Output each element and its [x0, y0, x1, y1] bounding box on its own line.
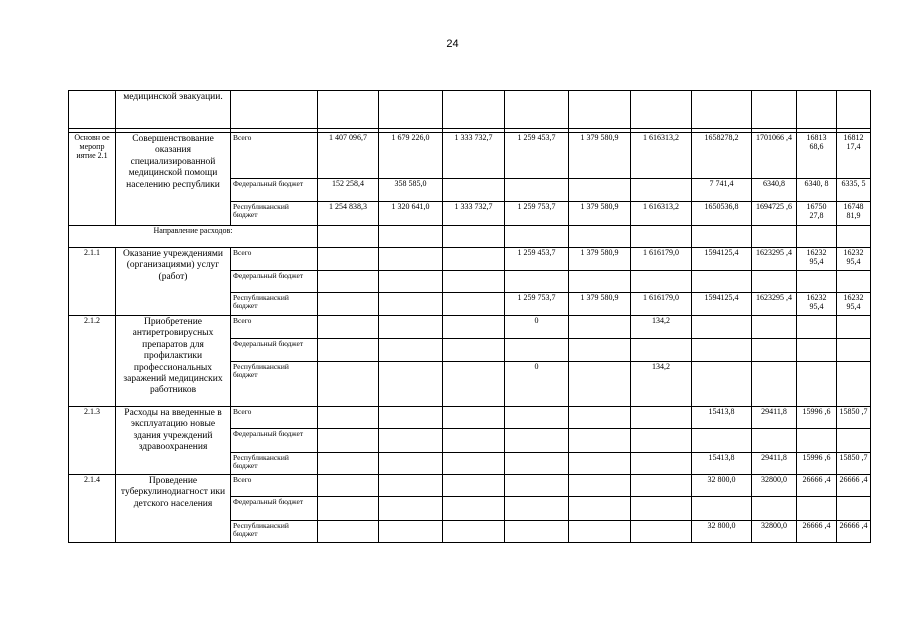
funding-source: Всего [231, 133, 318, 179]
value-cell: 1 679 226,0 [379, 133, 443, 179]
value-cell: 1623295 ,4 [752, 248, 797, 271]
value-cell: 6340, 8 [797, 179, 837, 202]
value-cell [379, 271, 443, 293]
value-cell [443, 248, 505, 271]
funding-source: Всего [231, 316, 318, 339]
value-cell [752, 339, 797, 362]
value-cell: 1 616313,2 [631, 202, 692, 226]
value-cell [631, 271, 692, 293]
value-cell [505, 475, 569, 497]
empty-cell [797, 91, 837, 129]
measure-name: Оказание учреждениями (организациями) услуг (работ) [116, 248, 231, 316]
value-cell [569, 179, 631, 202]
page-number: 24 [446, 38, 459, 50]
funding-source: Республиканский бюджет [231, 293, 318, 316]
value-cell: 1 254 838,3 [318, 202, 379, 226]
value-cell [379, 475, 443, 497]
value-cell [318, 339, 379, 362]
value-cell: 1 407 096,7 [318, 133, 379, 179]
funding-source: Федеральный бюджет [231, 179, 318, 202]
value-cell [569, 316, 631, 339]
value-cell [752, 429, 797, 453]
empty-cell [318, 91, 379, 129]
value-cell [752, 316, 797, 339]
value-cell: 16750 27,8 [797, 202, 837, 226]
value-cell: 6340,8 [752, 179, 797, 202]
value-cell [569, 497, 631, 521]
value-cell: 16232 95,4 [797, 293, 837, 316]
value-cell [692, 316, 752, 339]
value-cell [752, 497, 797, 521]
empty-cell [379, 91, 443, 129]
empty-cell [231, 91, 318, 129]
empty-cell [443, 226, 505, 248]
value-cell [379, 429, 443, 453]
table-row [69, 226, 871, 248]
value-cell [797, 316, 837, 339]
empty-cell [692, 226, 752, 248]
empty-cell [837, 91, 871, 129]
empty-cell [505, 226, 569, 248]
table-row [69, 91, 871, 129]
value-cell [692, 271, 752, 293]
value-cell [318, 497, 379, 521]
value-cell [631, 475, 692, 497]
measure-code: Основн ое меропр иятие 2.1 [69, 133, 116, 226]
empty-cell [569, 91, 631, 129]
value-cell: 1 259 453,7 [505, 133, 569, 179]
funding-source: Всего [231, 407, 318, 429]
value-cell: 1 379 580,9 [569, 202, 631, 226]
empty-cell [569, 226, 631, 248]
value-cell [797, 362, 837, 407]
value-cell [631, 453, 692, 475]
value-cell [318, 429, 379, 453]
empty-cell [692, 91, 752, 129]
value-cell [797, 497, 837, 521]
value-cell: 358 585,0 [379, 179, 443, 202]
value-cell: 26666 ,4 [797, 521, 837, 543]
value-cell [837, 362, 871, 407]
value-cell [837, 316, 871, 339]
value-cell [318, 521, 379, 543]
value-cell: 1 616179,0 [631, 293, 692, 316]
value-cell: 26666 ,4 [797, 475, 837, 497]
value-cell [797, 429, 837, 453]
value-cell: 0 [505, 362, 569, 407]
funding-source: Федеральный бюджет [231, 339, 318, 362]
value-cell [443, 475, 505, 497]
value-cell [443, 271, 505, 293]
measure-code: 2.1.3 [69, 407, 116, 475]
value-cell: 16232 95,4 [797, 248, 837, 271]
value-cell [631, 339, 692, 362]
value-cell: 15996 ,6 [797, 407, 837, 429]
value-cell [837, 429, 871, 453]
value-cell [379, 362, 443, 407]
value-cell [443, 429, 505, 453]
table-row [69, 475, 871, 497]
value-cell: 1594125,4 [692, 248, 752, 271]
value-cell [379, 407, 443, 429]
funding-source: Федеральный бюджет [231, 429, 318, 453]
value-cell [318, 316, 379, 339]
value-cell: 1650536,8 [692, 202, 752, 226]
value-cell: 16232 95,4 [837, 248, 871, 271]
measure-code: 2.1.1 [69, 248, 116, 316]
code-cell [69, 91, 116, 129]
value-cell [379, 339, 443, 362]
value-cell [379, 248, 443, 271]
value-cell [505, 271, 569, 293]
value-cell [752, 271, 797, 293]
value-cell: 1 379 580,9 [569, 293, 631, 316]
value-cell [631, 407, 692, 429]
value-cell: 32800,0 [752, 475, 797, 497]
value-cell [318, 271, 379, 293]
value-cell: 15850 ,7 [837, 453, 871, 475]
value-cell [443, 521, 505, 543]
funding-source: Всего [231, 475, 318, 497]
funding-source: Всего [231, 248, 318, 271]
value-cell [379, 497, 443, 521]
value-cell: 32 800,0 [692, 521, 752, 543]
empty-cell [631, 91, 692, 129]
value-cell [379, 293, 443, 316]
empty-cell [318, 226, 379, 248]
value-cell [443, 453, 505, 475]
measure-code: 2.1.2 [69, 316, 116, 407]
value-cell [379, 316, 443, 339]
value-cell [505, 453, 569, 475]
value-cell: 15413,8 [692, 407, 752, 429]
value-cell: 1 259 753,7 [505, 202, 569, 226]
table-row [69, 316, 871, 339]
value-cell [318, 248, 379, 271]
value-cell [569, 453, 631, 475]
value-cell [797, 339, 837, 362]
value-cell: 15850 ,7 [837, 407, 871, 429]
value-cell [752, 362, 797, 407]
value-cell: 1701066 ,4 [752, 133, 797, 179]
value-cell [569, 407, 631, 429]
table-row [69, 407, 871, 429]
value-cell [837, 497, 871, 521]
value-cell [379, 521, 443, 543]
value-cell: 7 741,4 [692, 179, 752, 202]
measure-name: Проведение туберкулинодиагност ики детского населения [116, 475, 231, 543]
value-cell: 1623295 ,4 [752, 293, 797, 316]
empty-cell [752, 91, 797, 129]
value-cell [443, 362, 505, 407]
value-cell: 1 616179,0 [631, 248, 692, 271]
value-cell [318, 407, 379, 429]
value-cell: 134,2 [631, 316, 692, 339]
value-cell: 26666 ,4 [837, 521, 871, 543]
value-cell [505, 407, 569, 429]
value-cell [569, 271, 631, 293]
value-cell: 29411,8 [752, 407, 797, 429]
value-cell [318, 293, 379, 316]
funding-source: Республиканский бюджет [231, 453, 318, 475]
section-label: Направление расходов: [69, 226, 318, 248]
empty-cell [837, 226, 871, 248]
measure-name: медицинской эвакуации. [116, 91, 231, 129]
value-cell: 1 320 641,0 [379, 202, 443, 226]
value-cell [443, 179, 505, 202]
value-cell: 1 379 580,9 [569, 133, 631, 179]
value-cell [569, 362, 631, 407]
value-cell [569, 339, 631, 362]
value-cell [631, 429, 692, 453]
empty-cell [797, 226, 837, 248]
value-cell: 1 616313,2 [631, 133, 692, 179]
empty-cell [379, 226, 443, 248]
value-cell [692, 339, 752, 362]
value-cell: 29411,8 [752, 453, 797, 475]
value-cell: 1 379 580,9 [569, 248, 631, 271]
value-cell [379, 453, 443, 475]
funding-source: Федеральный бюджет [231, 497, 318, 521]
value-cell [569, 429, 631, 453]
value-cell [692, 429, 752, 453]
value-cell: 16812 17,4 [837, 133, 871, 179]
measure-name: Приобретение антиретровирусных препаратов для профилактики профессиональных заражений медицинских работников [116, 316, 231, 407]
value-cell [505, 521, 569, 543]
empty-cell [505, 91, 569, 129]
funding-source: Республиканский бюджет [231, 521, 318, 543]
value-cell [443, 316, 505, 339]
value-cell [505, 497, 569, 521]
value-cell [631, 497, 692, 521]
value-cell: 152 258,4 [318, 179, 379, 202]
value-cell: 1 333 732,7 [443, 202, 505, 226]
value-cell: 134,2 [631, 362, 692, 407]
measure-code: 2.1.4 [69, 475, 116, 543]
value-cell [318, 453, 379, 475]
value-cell [443, 339, 505, 362]
value-cell: 16813 68,6 [797, 133, 837, 179]
value-cell [505, 429, 569, 453]
value-cell [318, 475, 379, 497]
empty-cell [631, 226, 692, 248]
value-cell: 15996 ,6 [797, 453, 837, 475]
measure-name: Совершенствование оказания специализированной медицинской помощи населению республики [116, 133, 231, 226]
table-row [69, 248, 871, 271]
value-cell: 26666 ,4 [837, 475, 871, 497]
value-cell [318, 362, 379, 407]
value-cell [569, 475, 631, 497]
value-cell [797, 271, 837, 293]
value-cell: 1 259 753,7 [505, 293, 569, 316]
value-cell [692, 497, 752, 521]
value-cell: 32800,0 [752, 521, 797, 543]
value-cell: 0 [505, 316, 569, 339]
value-cell: 32 800,0 [692, 475, 752, 497]
value-cell [443, 407, 505, 429]
table-row [69, 133, 871, 179]
value-cell [837, 271, 871, 293]
measure-name: Расходы на введенные в эксплуатацию новые здания учреждений здравоохранения [116, 407, 231, 475]
value-cell [505, 179, 569, 202]
empty-cell [752, 226, 797, 248]
funding-source: Федеральный бюджет [231, 271, 318, 293]
value-cell: 16748 81,9 [837, 202, 871, 226]
value-cell [443, 497, 505, 521]
value-cell: 16232 95,4 [837, 293, 871, 316]
value-cell: 6335, 5 [837, 179, 871, 202]
value-cell: 1 259 453,7 [505, 248, 569, 271]
value-cell [837, 339, 871, 362]
value-cell [692, 362, 752, 407]
funding-source: Республиканский бюджет [231, 202, 318, 226]
empty-cell [443, 91, 505, 129]
value-cell [631, 179, 692, 202]
value-cell: 1658278,2 [692, 133, 752, 179]
value-cell [569, 521, 631, 543]
value-cell: 1 333 732,7 [443, 133, 505, 179]
value-cell [505, 339, 569, 362]
funding-source: Республиканский бюджет [231, 362, 318, 407]
value-cell: 1594125,4 [692, 293, 752, 316]
value-cell: 15413,8 [692, 453, 752, 475]
value-cell [631, 521, 692, 543]
budget-table [68, 90, 871, 543]
value-cell: 1694725 ,6 [752, 202, 797, 226]
value-cell [443, 293, 505, 316]
